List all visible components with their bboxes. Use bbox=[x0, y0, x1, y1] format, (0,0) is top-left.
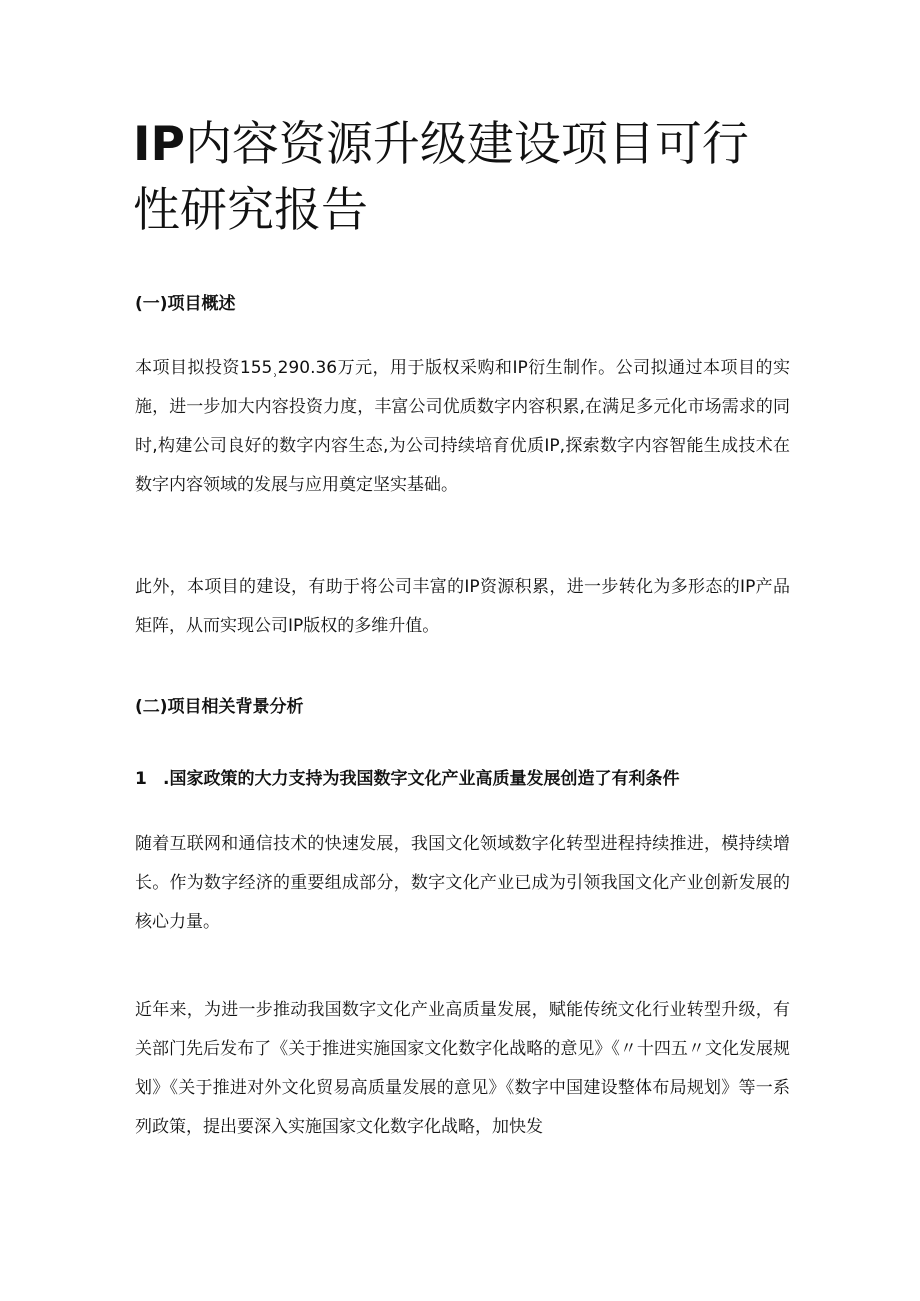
section-heading-overview: (一)项目概述 bbox=[135, 294, 236, 314]
paragraph-background-1: 随着互联网和通信技术的快速发展，我国文化领域数字化转型进程持续推进，模持续增长。作为数字经济的重要组成部分，数字文化产业已成为引领我国文化产业创新发展的核心力量。 bbox=[135, 834, 790, 932]
section-heading-background: (二)项目相关背景分析 bbox=[135, 697, 304, 717]
title-prefix: IP bbox=[133, 117, 185, 172]
paragraph-overview-2: 此外，本项目的建设，有助于将公司丰富的IP资源积累，进一步转化为多形态的IP产品矩阵，从而实现公司IP版权的多维升值。 bbox=[135, 577, 790, 636]
subheading-policy bbox=[135, 764, 679, 789]
title-text: 内容资源升级建设项目可行性研究报告 bbox=[133, 117, 749, 238]
document-title bbox=[133, 112, 793, 244]
subheading-number: 1 bbox=[135, 769, 147, 789]
subheading-text: .国家政策的大力支持为我国数字文化产业高质量发展创造了有利条件 bbox=[163, 769, 680, 789]
paragraph-background-2: 近年来，为进一步推动我国数字文化产业高质量发展，赋能传统文化行业转型升级，有关部门先后发布了《关于推进实施国家文化数字化战略的意见》《〃十四五〃文化发展规划》《关于推进对外文化贸易高质量发展的意见》《数字中国建设整体布局规划》等一系列政策，提出要深入实施国家文化数字化战略，加快发 bbox=[135, 1000, 790, 1137]
paragraph-overview-1: 本项目拟投资155⸒290.36万元，用于版权采购和IP衍生制作。公司拟通过本项目的实施，进一步加大内容投资力度，丰富公司优质数字内容积累,在满足多元化市场需求的同时,构建公司良好的数字内容生态,为公司持续培育优质IP,探索数字内容智能生成技术在数字内容领域的发展与应用奠定坚实基础。 bbox=[135, 358, 790, 495]
